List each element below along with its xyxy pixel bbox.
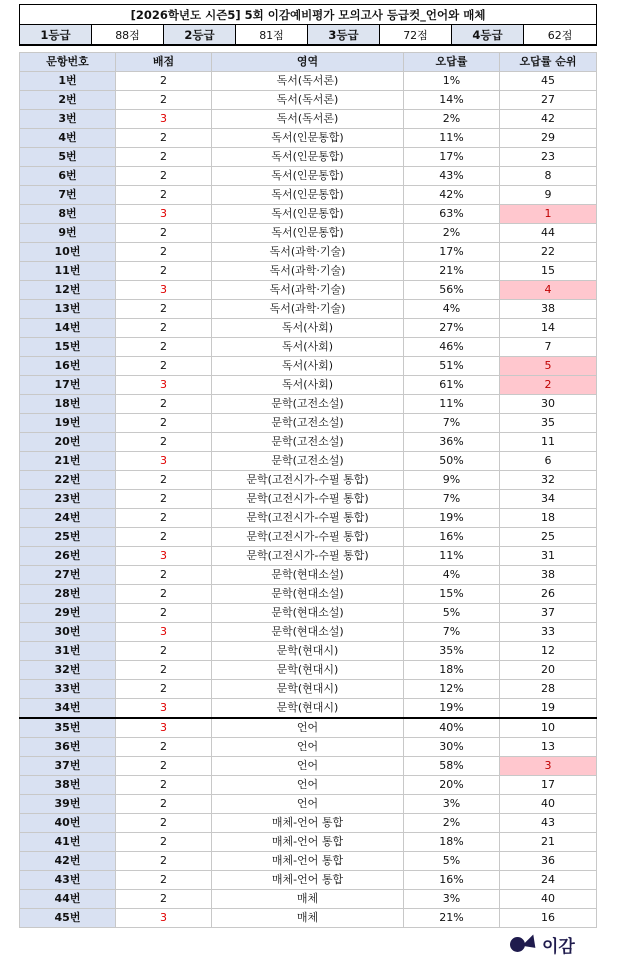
points-cell: 3 <box>116 718 212 738</box>
table-row <box>20 738 597 757</box>
area-cell: 독서(과학·기술) <box>212 243 404 262</box>
table-row <box>20 776 597 795</box>
error-rate-cell: 16% <box>404 871 500 890</box>
question-number-cell: 2번 <box>20 91 116 110</box>
error-rank-cell: 5 <box>500 357 597 376</box>
table-row <box>20 433 597 452</box>
question-number-cell: 19번 <box>20 414 116 433</box>
points-cell: 2 <box>116 357 212 376</box>
question-number-cell: 40번 <box>20 814 116 833</box>
error-rank-cell: 21 <box>500 833 597 852</box>
error-rank-cell: 22 <box>500 243 597 262</box>
error-rank-cell: 31 <box>500 547 597 566</box>
question-number-cell: 20번 <box>20 433 116 452</box>
table-row <box>20 414 597 433</box>
table-row <box>20 319 597 338</box>
points-cell: 2 <box>116 72 212 91</box>
points-cell: 2 <box>116 129 212 148</box>
area-cell: 독서(인문통합) <box>212 167 404 186</box>
question-number-cell: 45번 <box>20 909 116 928</box>
error-rate-cell: 4% <box>404 300 500 319</box>
error-rate-cell: 7% <box>404 414 500 433</box>
table-row <box>20 395 597 414</box>
col-header-error-rate: 오답률 <box>404 53 500 72</box>
points-cell: 2 <box>116 148 212 167</box>
points-cell: 2 <box>116 528 212 547</box>
table-row <box>20 909 597 928</box>
error-rate-cell: 4% <box>404 566 500 585</box>
area-cell: 매체 <box>212 890 404 909</box>
error-rate-cell: 9% <box>404 471 500 490</box>
points-cell: 2 <box>116 186 212 205</box>
area-cell: 매체-언어 통합 <box>212 871 404 890</box>
question-number-cell: 27번 <box>20 566 116 585</box>
question-number-cell: 31번 <box>20 642 116 661</box>
error-rate-cell: 2% <box>404 814 500 833</box>
points-cell: 3 <box>116 452 212 471</box>
grade-cut-row <box>20 25 597 46</box>
area-cell: 독서(사회) <box>212 319 404 338</box>
table-row <box>20 338 597 357</box>
area-cell: 문학(고전시가-수필 통합) <box>212 490 404 509</box>
question-number-cell: 13번 <box>20 300 116 319</box>
error-rate-cell: 46% <box>404 338 500 357</box>
table-row <box>20 547 597 566</box>
question-number-cell: 35번 <box>20 718 116 738</box>
area-cell: 문학(현대소설) <box>212 566 404 585</box>
question-number-cell: 34번 <box>20 699 116 719</box>
question-number-cell: 6번 <box>20 167 116 186</box>
points-cell: 2 <box>116 604 212 623</box>
area-cell: 문학(현대소설) <box>212 623 404 642</box>
grade-label: 4등급 <box>452 25 524 46</box>
area-cell: 문학(현대소설) <box>212 604 404 623</box>
points-cell: 2 <box>116 661 212 680</box>
error-rank-cell: 10 <box>500 718 597 738</box>
error-rank-cell: 38 <box>500 566 597 585</box>
question-number-cell: 10번 <box>20 243 116 262</box>
error-rank-cell: 43 <box>500 814 597 833</box>
question-number-cell: 7번 <box>20 186 116 205</box>
points-cell: 3 <box>116 376 212 395</box>
question-number-cell: 30번 <box>20 623 116 642</box>
question-number-cell: 21번 <box>20 452 116 471</box>
points-cell: 2 <box>116 871 212 890</box>
error-rank-cell: 29 <box>500 129 597 148</box>
question-number-cell: 3번 <box>20 110 116 129</box>
question-number-cell: 26번 <box>20 547 116 566</box>
points-cell: 2 <box>116 338 212 357</box>
error-rank-cell: 20 <box>500 661 597 680</box>
area-cell: 언어 <box>212 776 404 795</box>
error-rank-cell: 17 <box>500 776 597 795</box>
error-rank-cell: 25 <box>500 528 597 547</box>
table-row <box>20 452 597 471</box>
area-cell: 독서(독서론) <box>212 110 404 129</box>
error-rank-cell: 7 <box>500 338 597 357</box>
error-rate-cell: 7% <box>404 490 500 509</box>
question-number-cell: 18번 <box>20 395 116 414</box>
error-rate-cell: 5% <box>404 604 500 623</box>
points-cell: 2 <box>116 509 212 528</box>
area-cell: 독서(인문통합) <box>212 129 404 148</box>
error-rate-cell: 21% <box>404 909 500 928</box>
error-rank-cell: 37 <box>500 604 597 623</box>
points-cell: 2 <box>116 319 212 338</box>
points-cell: 2 <box>116 243 212 262</box>
points-cell: 2 <box>116 91 212 110</box>
grade-score: 62점 <box>524 25 597 46</box>
table-row <box>20 376 597 395</box>
table-row <box>20 167 597 186</box>
error-rank-cell: 38 <box>500 300 597 319</box>
error-rank-cell: 28 <box>500 680 597 699</box>
question-number-cell: 29번 <box>20 604 116 623</box>
table-row <box>20 566 597 585</box>
question-number-cell: 11번 <box>20 262 116 281</box>
area-cell: 언어 <box>212 757 404 776</box>
grade-label: 1등급 <box>20 25 92 46</box>
area-cell: 매체 <box>212 909 404 928</box>
area-cell: 문학(현대시) <box>212 642 404 661</box>
question-number-cell: 41번 <box>20 833 116 852</box>
question-number-cell: 37번 <box>20 757 116 776</box>
points-cell: 3 <box>116 205 212 224</box>
table-row <box>20 833 597 852</box>
grade-score: 81점 <box>236 25 308 46</box>
error-rank-cell: 30 <box>500 395 597 414</box>
error-rate-cell: 40% <box>404 718 500 738</box>
error-rate-cell: 17% <box>404 148 500 167</box>
table-row <box>20 110 597 129</box>
brand-name: 이감 <box>542 936 575 957</box>
area-cell: 독서(사회) <box>212 376 404 395</box>
error-rank-cell: 9 <box>500 186 597 205</box>
error-rate-cell: 56% <box>404 281 500 300</box>
table-row <box>20 890 597 909</box>
table-row <box>20 757 597 776</box>
points-cell: 2 <box>116 814 212 833</box>
col-header-area: 영역 <box>212 53 404 72</box>
points-cell: 2 <box>116 890 212 909</box>
error-rate-cell: 15% <box>404 585 500 604</box>
area-cell: 독서(사회) <box>212 357 404 376</box>
area-cell: 언어 <box>212 738 404 757</box>
error-rate-cell: 1% <box>404 72 500 91</box>
points-cell: 2 <box>116 167 212 186</box>
error-rate-cell: 11% <box>404 547 500 566</box>
area-cell: 문학(현대시) <box>212 699 404 719</box>
grade-score: 72점 <box>380 25 452 46</box>
error-rate-cell: 14% <box>404 91 500 110</box>
question-number-cell: 28번 <box>20 585 116 604</box>
error-rate-cell: 19% <box>404 509 500 528</box>
area-cell: 독서(독서론) <box>212 91 404 110</box>
table-row <box>20 661 597 680</box>
area-cell: 문학(고전시가-수필 통합) <box>212 509 404 528</box>
error-rate-cell: 12% <box>404 680 500 699</box>
table-row <box>20 243 597 262</box>
error-rate-cell: 27% <box>404 319 500 338</box>
table-row <box>20 699 597 719</box>
area-cell: 독서(인문통합) <box>212 224 404 243</box>
table-row <box>20 509 597 528</box>
error-rate-cell: 18% <box>404 833 500 852</box>
error-rank-cell: 11 <box>500 433 597 452</box>
error-rate-cell: 2% <box>404 110 500 129</box>
area-cell: 독서(독서론) <box>212 72 404 91</box>
area-cell: 독서(사회) <box>212 338 404 357</box>
grade-label: 2등급 <box>164 25 236 46</box>
error-rank-cell: 35 <box>500 414 597 433</box>
table-row <box>20 585 597 604</box>
error-rate-cell: 17% <box>404 243 500 262</box>
question-number-cell: 17번 <box>20 376 116 395</box>
table-row <box>20 623 597 642</box>
question-number-cell: 23번 <box>20 490 116 509</box>
points-cell: 2 <box>116 795 212 814</box>
question-number-cell: 1번 <box>20 72 116 91</box>
error-rate-cell: 58% <box>404 757 500 776</box>
area-cell: 독서(과학·기술) <box>212 262 404 281</box>
points-cell: 2 <box>116 471 212 490</box>
table-row <box>20 718 597 738</box>
area-cell: 독서(인문통합) <box>212 148 404 167</box>
error-rank-cell: 14 <box>500 319 597 338</box>
grade-label: 3등급 <box>308 25 380 46</box>
points-cell: 2 <box>116 262 212 281</box>
error-rank-cell: 8 <box>500 167 597 186</box>
error-rank-cell: 13 <box>500 738 597 757</box>
question-number-cell: 44번 <box>20 890 116 909</box>
error-rank-cell: 40 <box>500 795 597 814</box>
points-cell: 2 <box>116 566 212 585</box>
question-number-cell: 5번 <box>20 148 116 167</box>
question-number-cell: 32번 <box>20 661 116 680</box>
points-cell: 3 <box>116 110 212 129</box>
error-rank-cell: 4 <box>500 281 597 300</box>
error-rank-cell: 16 <box>500 909 597 928</box>
question-number-cell: 4번 <box>20 129 116 148</box>
question-number-cell: 39번 <box>20 795 116 814</box>
error-rate-cell: 35% <box>404 642 500 661</box>
question-number-cell: 43번 <box>20 871 116 890</box>
question-number-cell: 38번 <box>20 776 116 795</box>
error-rank-cell: 6 <box>500 452 597 471</box>
page-title: [2026학년도 시즌5] 5회 이감예비평가 모의고사 등급컷_언어와 매체 <box>20 5 597 25</box>
table-row <box>20 852 597 871</box>
error-rank-cell: 19 <box>500 699 597 719</box>
error-rank-cell: 36 <box>500 852 597 871</box>
question-number-cell: 9번 <box>20 224 116 243</box>
error-rate-cell: 42% <box>404 186 500 205</box>
table-header-row <box>20 53 597 72</box>
error-rank-cell: 23 <box>500 148 597 167</box>
error-rank-cell: 15 <box>500 262 597 281</box>
col-header-points: 배점 <box>116 53 212 72</box>
area-cell: 매체-언어 통합 <box>212 814 404 833</box>
points-cell: 3 <box>116 699 212 719</box>
error-rank-cell: 3 <box>500 757 597 776</box>
area-cell: 문학(고전시가-수필 통합) <box>212 471 404 490</box>
question-number-cell: 24번 <box>20 509 116 528</box>
question-number-cell: 14번 <box>20 319 116 338</box>
error-rate-cell: 2% <box>404 224 500 243</box>
area-cell: 독서(인문통합) <box>212 186 404 205</box>
table-row <box>20 604 597 623</box>
points-cell: 2 <box>116 680 212 699</box>
error-rank-cell: 42 <box>500 110 597 129</box>
error-rate-cell: 43% <box>404 167 500 186</box>
error-rate-cell: 11% <box>404 395 500 414</box>
points-cell: 2 <box>116 300 212 319</box>
error-rank-cell: 44 <box>500 224 597 243</box>
table-row <box>20 357 597 376</box>
error-rank-cell: 34 <box>500 490 597 509</box>
error-rate-cell: 16% <box>404 528 500 547</box>
question-number-cell: 33번 <box>20 680 116 699</box>
points-cell: 2 <box>116 395 212 414</box>
points-cell: 2 <box>116 776 212 795</box>
question-number-cell: 42번 <box>20 852 116 871</box>
error-rank-cell: 18 <box>500 509 597 528</box>
question-number-cell: 22번 <box>20 471 116 490</box>
error-rank-cell: 27 <box>500 91 597 110</box>
points-cell: 2 <box>116 414 212 433</box>
table-row <box>20 795 597 814</box>
question-number-cell: 8번 <box>20 205 116 224</box>
table-row <box>20 262 597 281</box>
table-row <box>20 205 597 224</box>
points-cell: 2 <box>116 642 212 661</box>
error-rate-cell: 30% <box>404 738 500 757</box>
table-row <box>20 680 597 699</box>
area-cell: 문학(고전시가-수필 통합) <box>212 528 404 547</box>
question-number-cell: 15번 <box>20 338 116 357</box>
triangle-logo-icon <box>522 934 541 953</box>
table-row <box>20 490 597 509</box>
error-rank-cell: 24 <box>500 871 597 890</box>
area-cell: 언어 <box>212 795 404 814</box>
points-cell: 2 <box>116 433 212 452</box>
area-cell: 문학(고전소설) <box>212 395 404 414</box>
table-row <box>20 528 597 547</box>
table-row <box>20 72 597 91</box>
area-cell: 문학(고전소설) <box>212 433 404 452</box>
question-analysis-table <box>19 52 597 928</box>
error-rate-cell: 63% <box>404 205 500 224</box>
col-header-number: 문항번호 <box>20 53 116 72</box>
error-rank-cell: 1 <box>500 205 597 224</box>
error-rate-cell: 3% <box>404 890 500 909</box>
table-row <box>20 224 597 243</box>
area-cell: 언어 <box>212 718 404 738</box>
grade-cut-table <box>19 4 597 46</box>
table-row <box>20 871 597 890</box>
area-cell: 문학(현대시) <box>212 680 404 699</box>
points-cell: 3 <box>116 909 212 928</box>
area-cell: 독서(과학·기술) <box>212 281 404 300</box>
error-rank-cell: 45 <box>500 72 597 91</box>
table-row <box>20 471 597 490</box>
points-cell: 2 <box>116 224 212 243</box>
brand-logo <box>510 932 575 956</box>
error-rank-cell: 32 <box>500 471 597 490</box>
col-header-error-rank: 오답률 순위 <box>500 53 597 72</box>
area-cell: 매체-언어 통합 <box>212 833 404 852</box>
table-row <box>20 300 597 319</box>
error-rate-cell: 18% <box>404 661 500 680</box>
error-rank-cell: 12 <box>500 642 597 661</box>
points-cell: 2 <box>116 585 212 604</box>
table-row <box>20 186 597 205</box>
points-cell: 2 <box>116 490 212 509</box>
error-rate-cell: 61% <box>404 376 500 395</box>
area-cell: 문학(고전시가-수필 통합) <box>212 547 404 566</box>
area-cell: 문학(현대소설) <box>212 585 404 604</box>
table-row <box>20 642 597 661</box>
error-rate-cell: 11% <box>404 129 500 148</box>
points-cell: 2 <box>116 738 212 757</box>
question-number-cell: 25번 <box>20 528 116 547</box>
points-cell: 2 <box>116 833 212 852</box>
table-row <box>20 814 597 833</box>
error-rank-cell: 40 <box>500 890 597 909</box>
table-row <box>20 91 597 110</box>
error-rate-cell: 20% <box>404 776 500 795</box>
error-rank-cell: 33 <box>500 623 597 642</box>
area-cell: 문학(현대시) <box>212 661 404 680</box>
error-rate-cell: 51% <box>404 357 500 376</box>
points-cell: 3 <box>116 623 212 642</box>
area-cell: 문학(고전소설) <box>212 414 404 433</box>
question-number-cell: 12번 <box>20 281 116 300</box>
error-rate-cell: 5% <box>404 852 500 871</box>
table-row <box>20 281 597 300</box>
error-rate-cell: 21% <box>404 262 500 281</box>
points-cell: 2 <box>116 757 212 776</box>
error-rate-cell: 7% <box>404 623 500 642</box>
area-cell: 문학(고전소설) <box>212 452 404 471</box>
question-number-cell: 36번 <box>20 738 116 757</box>
table-row <box>20 129 597 148</box>
error-rank-cell: 2 <box>500 376 597 395</box>
error-rate-cell: 36% <box>404 433 500 452</box>
error-rate-cell: 19% <box>404 699 500 719</box>
question-number-cell: 16번 <box>20 357 116 376</box>
points-cell: 2 <box>116 852 212 871</box>
error-rate-cell: 3% <box>404 795 500 814</box>
points-cell: 3 <box>116 281 212 300</box>
error-rank-cell: 26 <box>500 585 597 604</box>
error-rate-cell: 50% <box>404 452 500 471</box>
area-cell: 독서(과학·기술) <box>212 300 404 319</box>
area-cell: 매체-언어 통합 <box>212 852 404 871</box>
grade-score: 88점 <box>92 25 164 46</box>
points-cell: 3 <box>116 547 212 566</box>
table-row <box>20 148 597 167</box>
area-cell: 독서(인문통합) <box>212 205 404 224</box>
